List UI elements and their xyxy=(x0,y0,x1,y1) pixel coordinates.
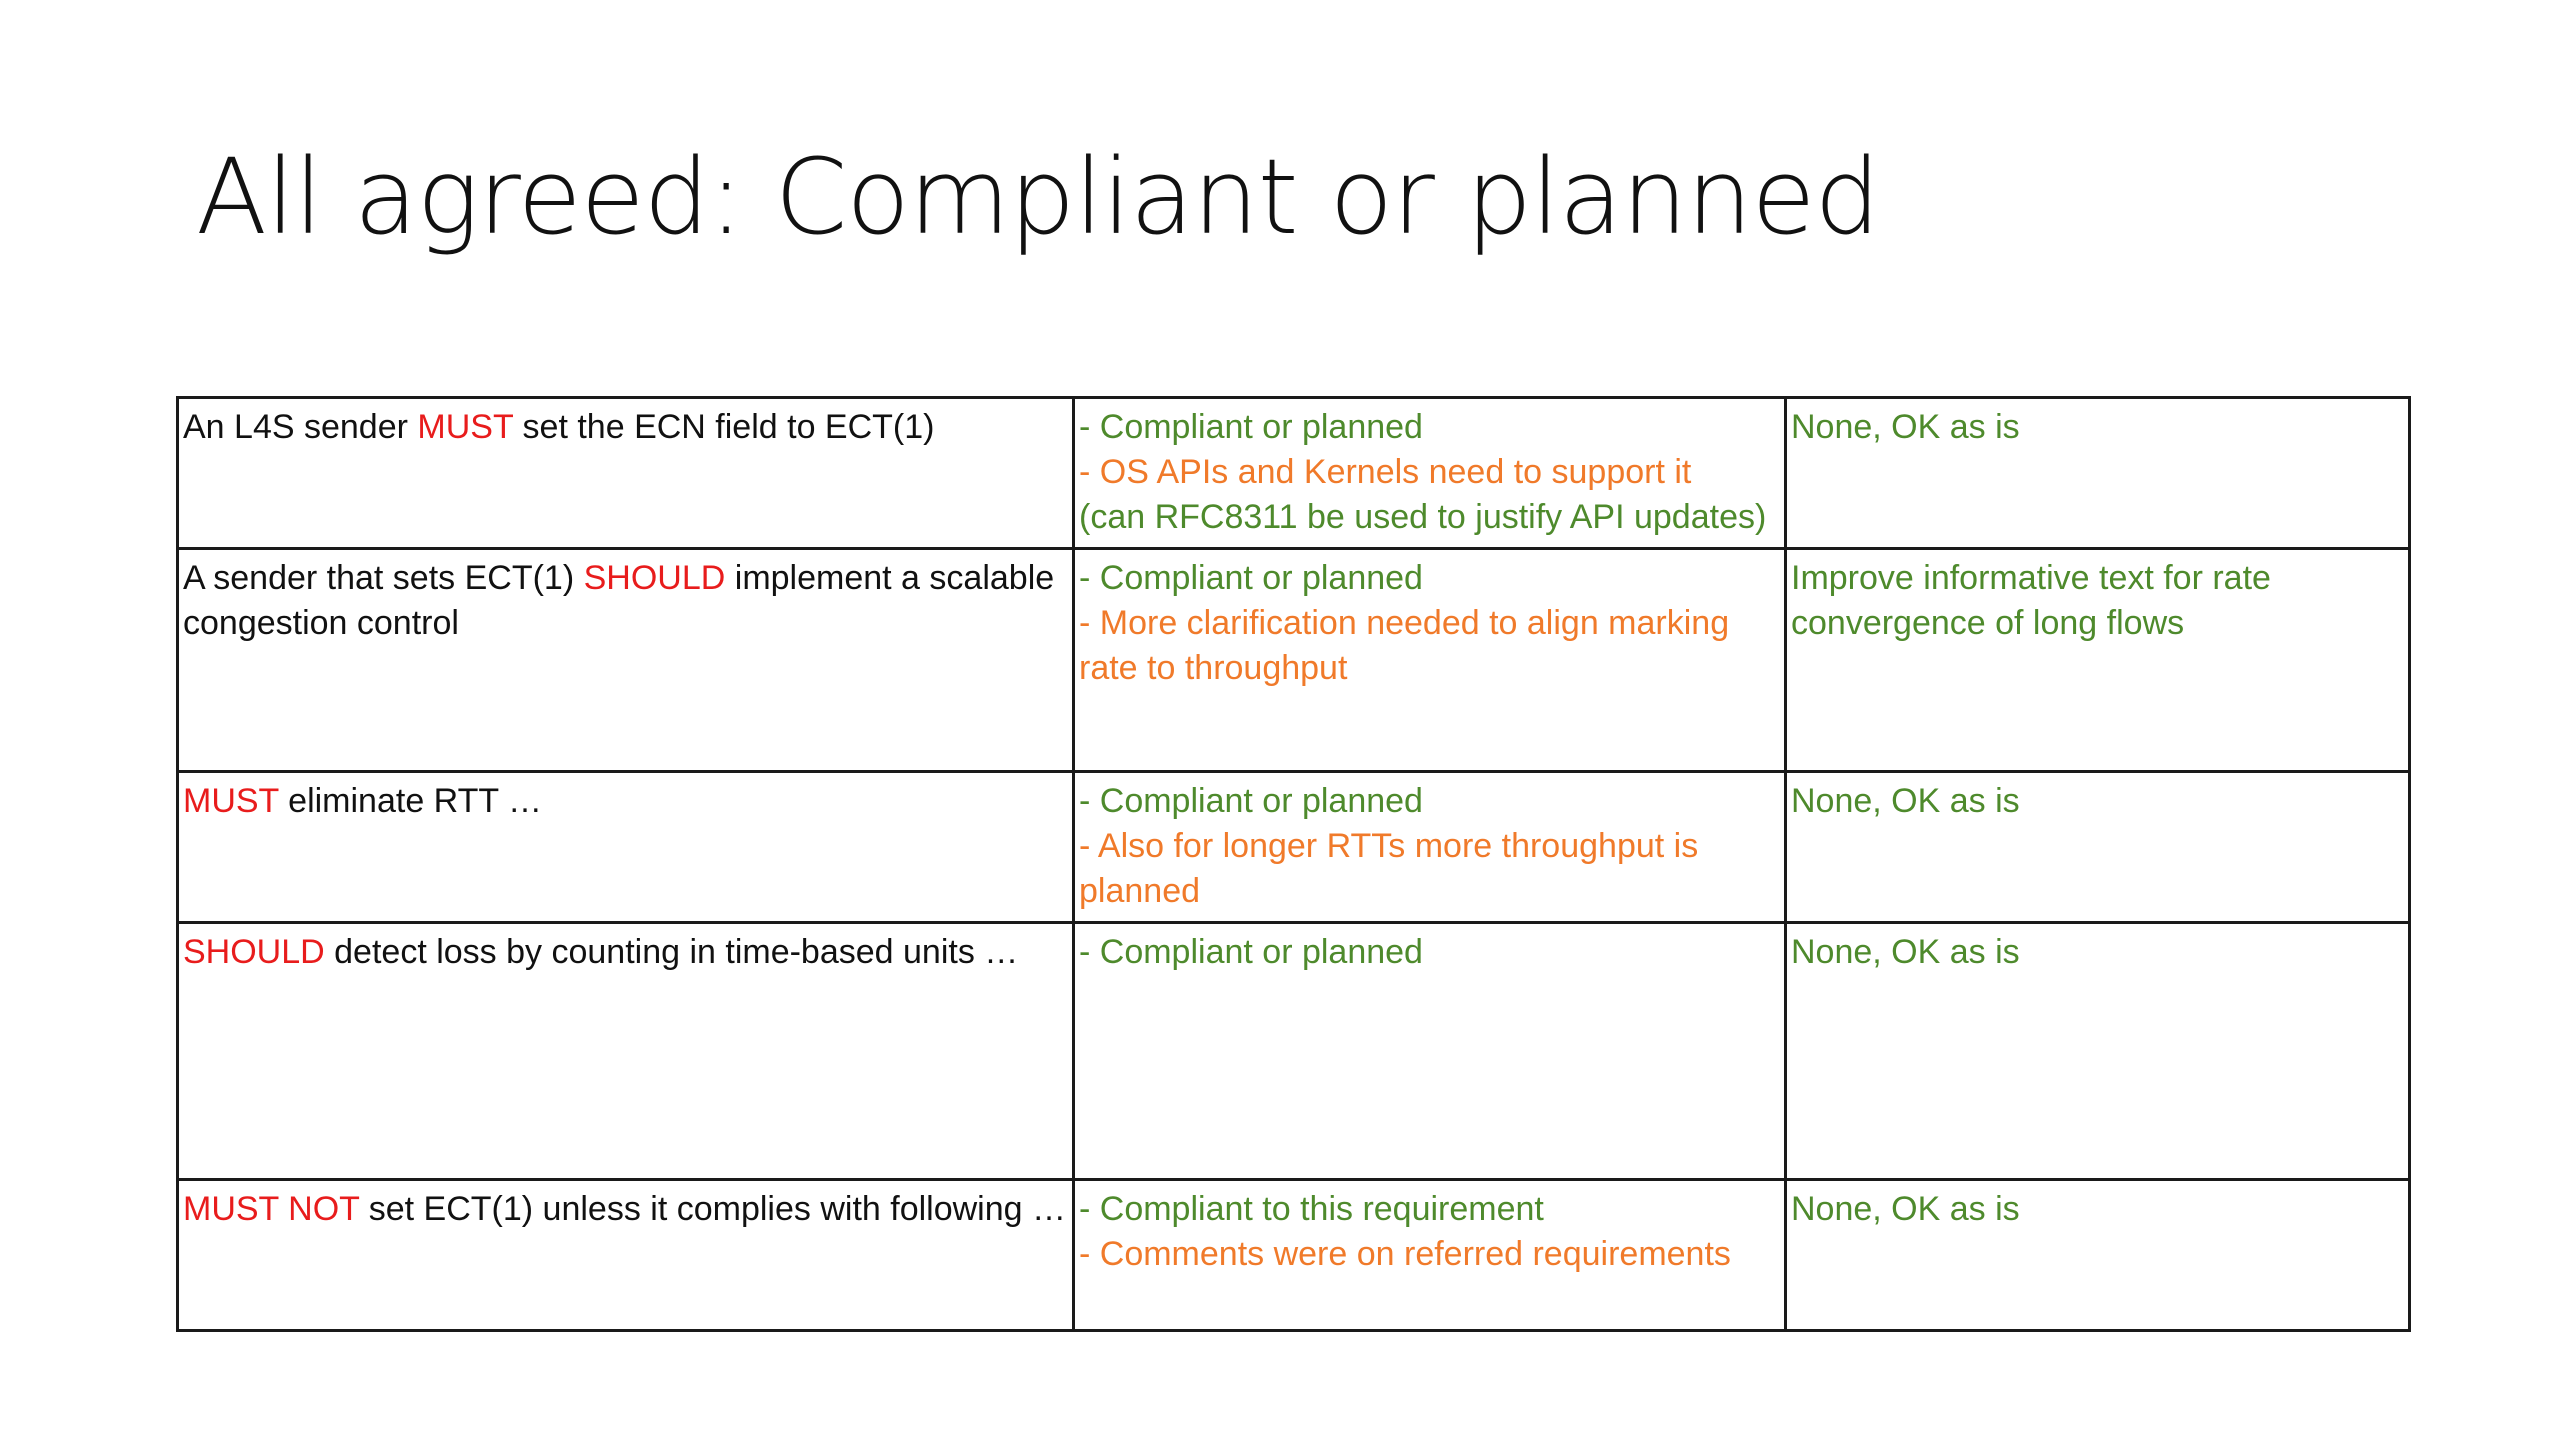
status-comment: - Also for longer RTTs more throughput is planned xyxy=(1079,827,1699,910)
table-row xyxy=(178,923,2410,1180)
status-cell xyxy=(1074,398,1786,549)
status-line: - Compliant or planned xyxy=(1079,559,1423,597)
requirement-cell xyxy=(178,549,1074,772)
requirement-text: An L4S sender xyxy=(183,408,418,446)
table-row xyxy=(178,772,2410,923)
requirement-cell xyxy=(178,398,1074,549)
action-cell xyxy=(1786,772,2410,923)
status-line: - Compliant or planned xyxy=(1079,782,1423,820)
action-text: None, OK as is xyxy=(1791,782,2020,820)
requirement-keyword: MUST NOT xyxy=(183,1190,360,1228)
status-cell xyxy=(1074,772,1786,923)
action-text: None, OK as is xyxy=(1791,408,2020,446)
requirements-table xyxy=(176,396,2411,1332)
table-row xyxy=(178,549,2410,772)
status-cell xyxy=(1074,549,1786,772)
action-cell xyxy=(1786,398,2410,549)
status-comment: - More clarification needed to align marking rate to throughput xyxy=(1079,604,1730,687)
status-line: - Compliant or planned xyxy=(1079,933,1423,971)
requirement-text: implement a scalable congestion control xyxy=(183,559,1055,642)
requirement-text: set the ECN field to ECT(1) xyxy=(513,408,935,446)
requirement-cell xyxy=(178,772,1074,923)
requirement-keyword: SHOULD xyxy=(583,559,726,597)
requirement-text: detect loss by counting in time-based units … xyxy=(324,933,1019,971)
slide-title: All agreed: Compliant or planned xyxy=(196,136,1880,258)
requirement-text: set ECT(1) unless it complies with following … xyxy=(359,1190,1066,1228)
requirement-keyword: SHOULD xyxy=(183,933,325,971)
requirement-cell xyxy=(178,1180,1074,1331)
requirement-text: A sender that sets ECT(1) xyxy=(183,559,584,597)
action-text: None, OK as is xyxy=(1791,933,2020,971)
status-comment: - Comments were on referred requirements xyxy=(1079,1235,1731,1273)
requirement-cell xyxy=(178,923,1074,1180)
requirement-keyword: MUST xyxy=(183,782,279,820)
table-row xyxy=(178,398,2410,549)
action-cell xyxy=(1786,549,2410,772)
status-comment: - OS APIs and Kernels need to support it xyxy=(1079,453,1692,491)
status-line: (can RFC8311 be used to justify API updates) xyxy=(1079,498,1767,536)
action-text: None, OK as is xyxy=(1791,1190,2020,1228)
action-text: Improve informative text for rate convergence of long flows xyxy=(1791,559,2271,642)
status-cell xyxy=(1074,923,1786,1180)
table-row xyxy=(178,1180,2410,1331)
action-cell xyxy=(1786,1180,2410,1331)
status-line: - Compliant to this requirement xyxy=(1079,1190,1544,1228)
status-line: - Compliant or planned xyxy=(1079,408,1423,446)
action-cell xyxy=(1786,923,2410,1180)
requirement-keyword: MUST xyxy=(417,408,514,446)
status-cell xyxy=(1074,1180,1786,1331)
requirement-text: eliminate RTT … xyxy=(278,782,542,820)
